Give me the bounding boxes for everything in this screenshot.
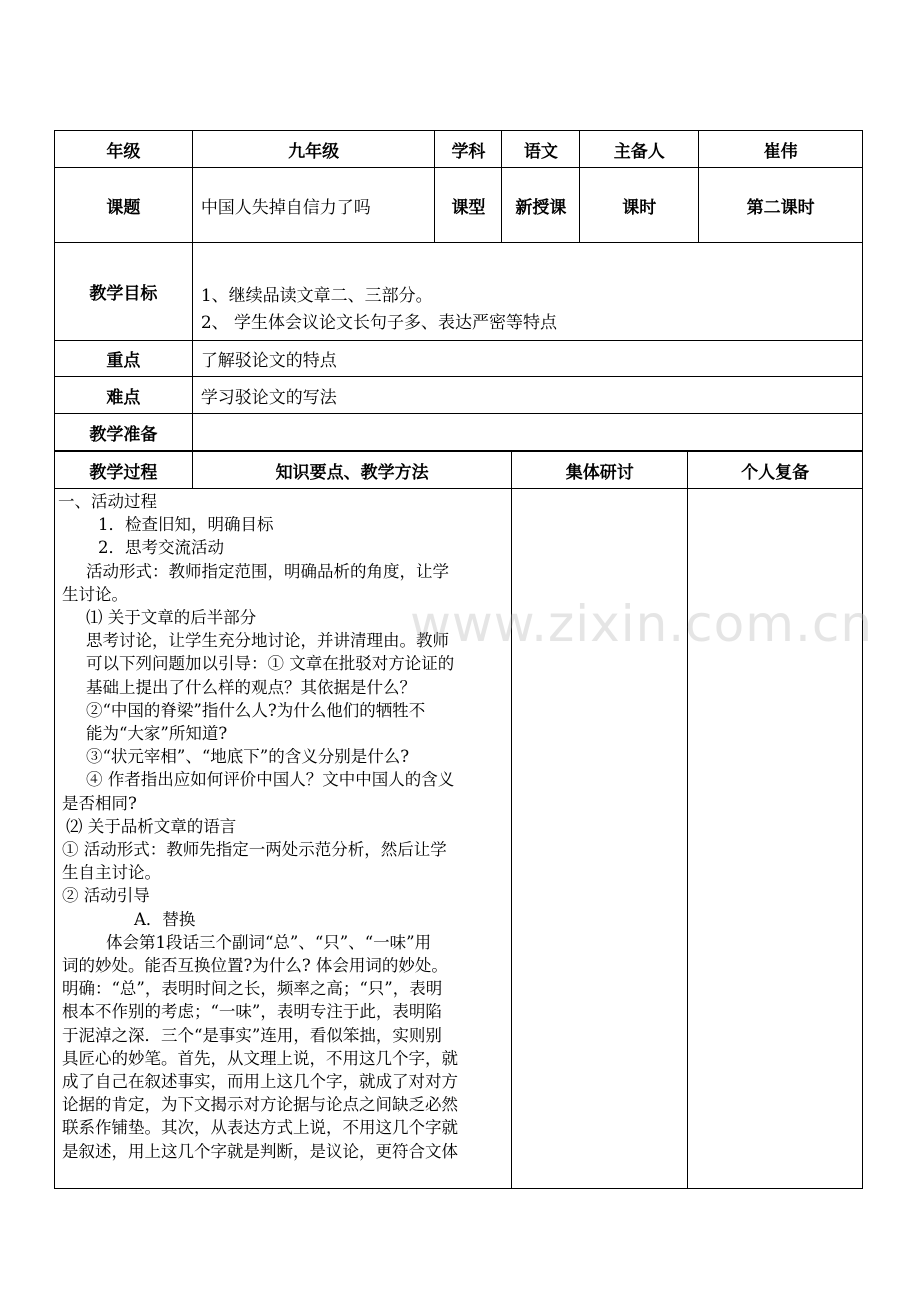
subject-label: 学科 [435,131,502,168]
difficulty-value: 学习驳论文的写法 [192,377,862,414]
topic-value: 中国人失掉自信力了吗 [192,168,435,243]
goal-line-1: 1、继续品读文章二、三部分。 [200,286,433,306]
goals-content [192,243,862,341]
subject-value: 语文 [502,131,580,168]
lesson-info-table [54,130,863,451]
text-line: 可以下列问题加以引导：① 文章在批驳对方论证的 [86,654,455,674]
preparation-label: 教学准备 [55,414,193,451]
text-line: 能为“大家”所知道? [86,724,228,744]
text-line: 一、活动过程 [58,492,157,511]
focus-label: 重点 [55,341,193,377]
group-study-col-header: 集体研讨 [512,452,688,489]
text-line: 2．思考交流活动 [98,538,224,558]
text-line: 明确：“总”，表明时间之长，频率之高；“只”，表明 [62,979,443,999]
topic-label: 课题 [55,168,193,243]
text-line: 论据的肯定，为下文揭示对方论据与论点之间缺乏必然 [62,1095,458,1115]
text-line: ② 活动引导 [62,886,150,906]
text-line: ① 活动形式：教师先指定一两处示范分析，然后让学 [62,840,447,860]
text-line: 具匠心的妙笔。首先，从文理上说，不用这几个字，就 [62,1048,458,1068]
period-label: 课时 [580,168,699,243]
text-line: A．替换 [134,909,196,929]
personal-review-cell [688,489,863,1189]
preparation-value [192,414,862,451]
text-line: 生自主讨论。 [62,863,161,883]
text-line: ⑵ 关于品析文章的语言 [66,816,237,836]
text-line: ⑴ 关于文章的后半部分 [86,608,257,628]
type-value: 新授课 [502,168,580,243]
text-line: 思考讨论，让学生充分地讨论，并讲清理由。教师 [86,631,449,651]
text-line: 是否相同? [62,793,137,813]
text-line: 成了自己在叙述事实，而用上这几个字，就成了对对方 [62,1072,458,1092]
grade-value: 九年级 [192,131,435,168]
type-label: 课型 [435,168,502,243]
goal-line-2: 2、 学生体会议论文长句子多、表达严密等特点 [200,313,558,333]
preparer-value: 崔伟 [699,131,863,168]
group-study-cell [512,489,688,1189]
focus-value: 了解驳论文的特点 [192,341,862,377]
process-text [58,490,508,1163]
text-line: 体会第1段话三个副词“总”、“只”、“一味”用 [106,932,432,952]
text-line: 活动形式：教师指定范围，明确品析的角度，让学 [86,561,449,581]
goals-label: 教学目标 [55,243,193,341]
text-line: 于泥淖之深．三个“是事实”连用，看似笨拙，实则别 [62,1025,442,1045]
preparer-label: 主备人 [580,131,699,168]
text-line: 生讨论。 [62,584,128,604]
methods-col-header: 知识要点、教学方法 [192,452,512,489]
text-line: 联系作铺垫。其次，从表达方式上说，不用这几个字就 [62,1118,458,1138]
period-value: 第二课时 [699,168,863,243]
text-line: 是叙述，用上这几个字就是判断，是议论，更符合文体 [62,1141,458,1161]
text-line: ④ 作者指出应如何评价中国人？文中中国人的含义 [86,770,455,790]
personal-review-col-header: 个人复备 [688,452,863,489]
process-col-header: 教学过程 [55,452,193,489]
watermark-text: www.zixin.com.cn [410,595,874,653]
difficulty-label: 难点 [55,377,193,414]
text-line: ③“状元宰相”、“地底下”的含义分别是什么? [86,747,410,767]
text-line: ②“中国的脊梁”指什么人?为什么他们的牺牲不 [86,700,426,720]
text-line: 词的妙处。能否互换位置?为什么? 体会用词的妙处。 [62,956,448,976]
text-line: 1．检查旧知，明确目标 [98,515,274,535]
text-line: 根本不作别的考虑；“一味”，表明专注于此，表明陷 [62,1002,442,1022]
grade-label: 年级 [55,131,193,168]
text-line: 基础上提出了什么样的观点？其依据是什么？ [86,677,416,697]
